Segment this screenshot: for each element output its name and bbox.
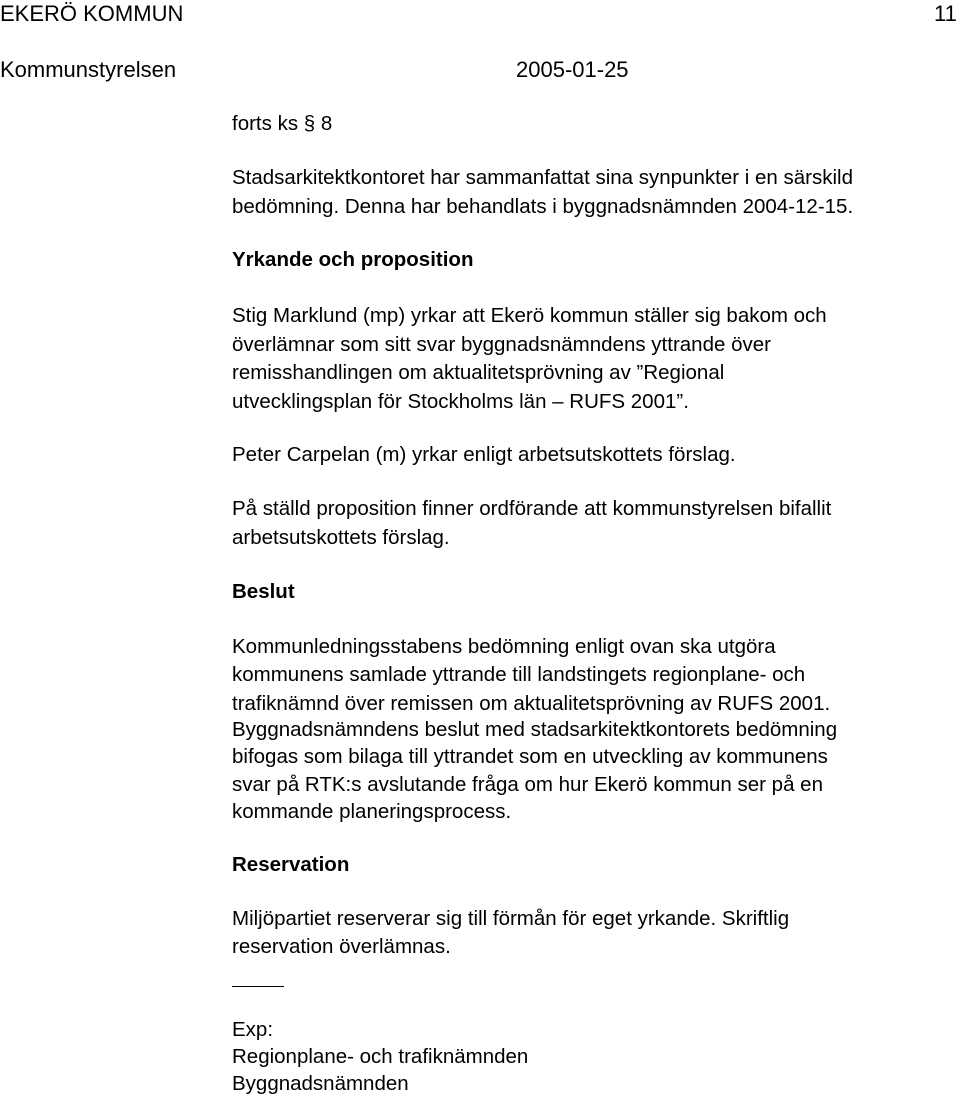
proposal-line: överlämnar som sitt svar byggnadsnämndens yttrande över bbox=[232, 333, 771, 356]
distribution-item: Byggnadsnämnden bbox=[232, 1072, 409, 1095]
decision-line: kommande planeringsprocess. bbox=[232, 800, 512, 823]
page-number: 11 bbox=[934, 1, 957, 26]
proposal-line: Stig Marklund (mp) yrkar att Ekerö kommun ställer sig bakom och bbox=[232, 304, 827, 327]
distribution-item: Regionplane- och trafiknämnden bbox=[232, 1045, 529, 1068]
decision-line: Kommunledningsstabens bedömning enligt ovan ska utgöra bbox=[232, 635, 776, 658]
intro-line: bedömning. Denna har behandlats i byggnadsnämnden 2004-12-15. bbox=[232, 195, 854, 218]
decision-line: bifogas som bilaga till yttrandet som en utveckling av kommunens bbox=[232, 745, 828, 768]
reservation-line: Miljöpartiet reserverar sig till förmån för eget yrkande. Skriftlig bbox=[232, 907, 790, 930]
heading-decision: Beslut bbox=[232, 580, 295, 603]
decision-line: trafiknämnd över remissen om aktualitetsprövning av RUFS 2001. bbox=[232, 692, 831, 715]
meeting-date: 2005-01-25 bbox=[516, 57, 629, 82]
reservation-line: reservation överlämnas. bbox=[232, 935, 451, 958]
proposition-line: På ställd proposition finner ordförande att kommunstyrelsen bifallit bbox=[232, 497, 832, 520]
decision-line: kommunens samlade yttrande till landstingets regionplane- och bbox=[232, 663, 806, 686]
continuation-line: forts ks § 8 bbox=[232, 112, 333, 135]
decision-line: Byggnadsnämndens beslut med stadsarkitektkontorets bedömning bbox=[232, 718, 838, 741]
proposal-line: utvecklingsplan för Stockholms län – RUFS 2001”. bbox=[232, 390, 689, 413]
heading-reservation: Reservation bbox=[232, 853, 350, 876]
decision-line: svar på RTK:s avslutande fråga om hur Ekerö kommun ser på en bbox=[232, 773, 823, 796]
distribution-label: Exp: bbox=[232, 1018, 274, 1041]
municipality-name: EKERÖ KOMMUN bbox=[0, 1, 184, 26]
separator-rule bbox=[232, 986, 284, 987]
proposal-carpelan: Peter Carpelan (m) yrkar enligt arbetsutskottets förslag. bbox=[232, 443, 736, 466]
heading-proposal: Yrkande och proposition bbox=[232, 248, 474, 271]
proposition-line: arbetsutskottets förslag. bbox=[232, 526, 450, 549]
proposal-line: remisshandlingen om aktualitetsprövning av ”Regional bbox=[232, 361, 725, 384]
intro-line: Stadsarkitektkontoret har sammanfattat sina synpunkter i en särskild bbox=[232, 166, 853, 189]
meeting-body: Kommunstyrelsen bbox=[0, 57, 177, 82]
